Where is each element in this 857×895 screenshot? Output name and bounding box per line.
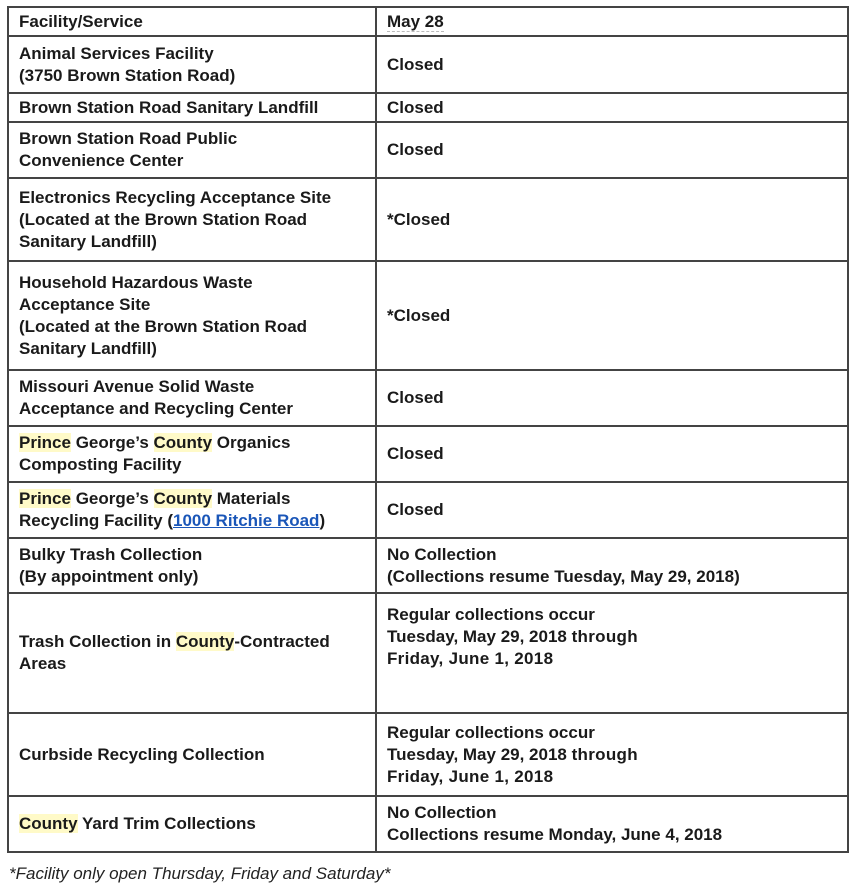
status-line: No Collection bbox=[387, 803, 497, 822]
facility-cell bbox=[8, 593, 376, 713]
facility-line: Missouri Avenue Solid Waste bbox=[19, 377, 255, 396]
facility-line: Areas bbox=[19, 654, 67, 673]
facility-line: (By appointment only) bbox=[19, 566, 199, 586]
facility-text: Materials bbox=[212, 489, 291, 508]
status-cell: *Closed bbox=[376, 261, 848, 370]
table-row bbox=[8, 122, 848, 178]
facility-cell bbox=[8, 261, 376, 370]
status-cell: *Closed bbox=[376, 178, 848, 261]
facility-cell bbox=[8, 36, 376, 93]
header-date-text: May 28 bbox=[387, 11, 444, 31]
facility-text: Trash Collection in bbox=[19, 632, 176, 651]
search-highlight: County bbox=[175, 632, 235, 651]
facility-text: -Contracted bbox=[234, 632, 330, 651]
status-line: Tuesday, May 29, 2018 bbox=[387, 744, 572, 764]
facility-text: ) bbox=[319, 511, 326, 530]
status-cell: Closed bbox=[376, 370, 848, 426]
table-row bbox=[8, 370, 848, 426]
table-header-row bbox=[8, 7, 848, 36]
table-row bbox=[8, 482, 848, 538]
status-cell bbox=[376, 713, 848, 796]
facility-cell: Brown Station Road Sanitary Landfill bbox=[8, 93, 376, 122]
status-cell bbox=[376, 796, 848, 852]
status-emphasis: Friday, June 1, 2018 bbox=[387, 766, 554, 786]
facility-text: George’s bbox=[70, 489, 154, 508]
facility-cell bbox=[8, 482, 376, 538]
facility-line: Sanitary Landfill) bbox=[19, 338, 157, 358]
facility-line: Sanitary Landfill) bbox=[19, 231, 157, 251]
search-highlight: Prince bbox=[19, 489, 71, 508]
table-row bbox=[8, 593, 848, 713]
table-row bbox=[8, 261, 848, 370]
facility-line: Household Hazardous Waste bbox=[19, 272, 253, 292]
facility-line: Bulky Trash Collection bbox=[19, 544, 203, 564]
facility-line: Acceptance Site bbox=[19, 294, 151, 314]
address-link[interactable]: 1000 Ritchie Road bbox=[173, 511, 320, 530]
facility-cell bbox=[8, 538, 376, 593]
facility-cell bbox=[8, 370, 376, 426]
holiday-schedule-table bbox=[7, 6, 849, 853]
facility-line: Brown Station Road Public bbox=[19, 129, 238, 148]
facility-text: Recycling Facility ( bbox=[19, 511, 173, 530]
status-emphasis: Friday, June 1, 2018 bbox=[387, 649, 554, 668]
status-line: Regular collections occur bbox=[387, 605, 595, 624]
status-line: Collections resume Monday, June 4, 2018 bbox=[387, 825, 723, 844]
status-cell: Closed bbox=[376, 36, 848, 93]
facility-line: (Located at the Brown Station Road bbox=[19, 316, 308, 336]
search-highlight: County bbox=[153, 489, 213, 508]
facility-line: (Located at the Brown Station Road bbox=[19, 209, 308, 229]
facility-cell bbox=[8, 178, 376, 261]
search-highlight: County bbox=[19, 814, 78, 833]
table-row bbox=[8, 93, 848, 122]
facility-text: Organics bbox=[212, 433, 291, 452]
table-row bbox=[8, 36, 848, 93]
table-row bbox=[8, 796, 848, 852]
table-row bbox=[8, 178, 848, 261]
facility-cell bbox=[8, 796, 376, 852]
search-highlight: County bbox=[153, 433, 213, 452]
table-row bbox=[8, 426, 848, 482]
status-line: Regular collections occur bbox=[387, 722, 595, 742]
status-cell: Closed bbox=[376, 426, 848, 482]
status-cell: Closed bbox=[376, 122, 848, 178]
header-facility: Facility/Service bbox=[8, 7, 376, 36]
facility-line: Convenience Center bbox=[19, 151, 184, 170]
status-line: Tuesday, May 29, 2018 bbox=[387, 627, 572, 646]
facility-cell bbox=[8, 122, 376, 178]
facility-cell bbox=[8, 426, 376, 482]
facility-line: Animal Services Facility bbox=[19, 43, 214, 63]
status-cell: Closed bbox=[376, 482, 848, 538]
table-row bbox=[8, 713, 848, 796]
facility-line: Acceptance and Recycling Center bbox=[19, 399, 293, 418]
facility-line: Electronics Recycling Acceptance Site bbox=[19, 187, 332, 207]
facility-line: (3750 Brown Station Road) bbox=[19, 65, 236, 85]
status-cell bbox=[376, 538, 848, 593]
footnote: *Facility only open Thursday, Friday and Saturday* bbox=[9, 864, 391, 883]
facility-text: Yard Trim Collections bbox=[77, 814, 256, 833]
table-row bbox=[8, 538, 848, 593]
facility-cell: Curbside Recycling Collection bbox=[8, 713, 376, 796]
facility-line: Composting Facility bbox=[19, 455, 182, 474]
status-emphasis: through bbox=[571, 744, 638, 764]
status-cell: Closed bbox=[376, 93, 848, 122]
facility-text: George’s bbox=[70, 433, 154, 452]
status-line: (Collections resume Tuesday, May 29, 2018) bbox=[387, 566, 740, 586]
status-emphasis: through bbox=[571, 627, 638, 646]
status-cell bbox=[376, 593, 848, 713]
header-date bbox=[376, 7, 848, 36]
search-highlight: Prince bbox=[19, 433, 71, 452]
status-line: No Collection bbox=[387, 544, 497, 564]
